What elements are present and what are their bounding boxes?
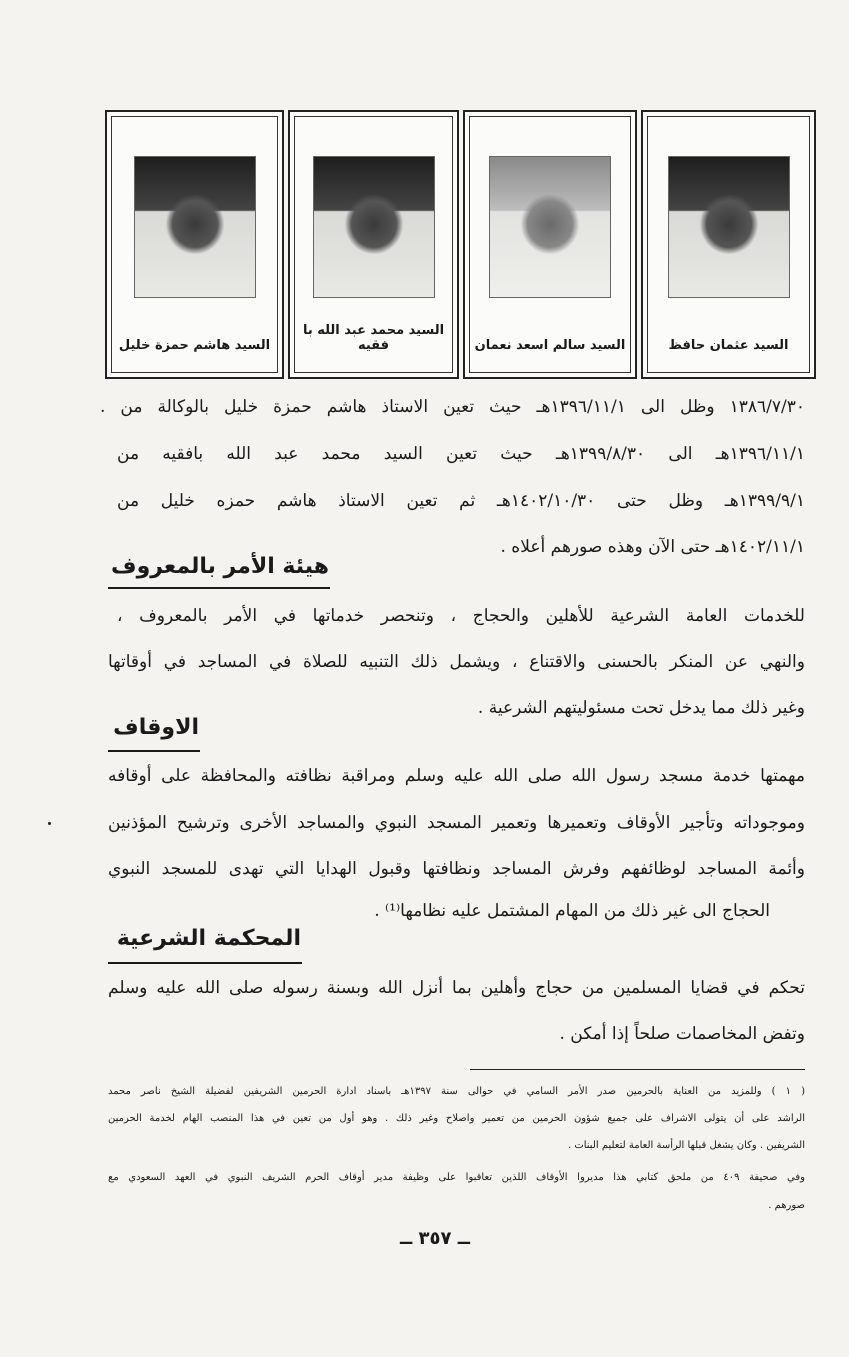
portrait-photo xyxy=(313,156,435,298)
body-line: وأئمة المساجد لوظائفهم وفرش المساجد ونظافتها وقبول الهدايا التي تهدى للمسجد النبوي xyxy=(108,859,805,879)
heading-underline xyxy=(108,587,330,589)
section-heading: الاوقاف xyxy=(113,715,199,740)
body-line: مهمتها خدمة مسجد رسول الله صلى الله عليه وسلم ومراقبة نظافته والمحافظة على أوقافه xyxy=(108,766,805,786)
section-heading: هيئة الأمر بالمعروف xyxy=(111,554,329,579)
portrait-caption: السيد عثمان حافظ xyxy=(668,338,789,353)
portrait-frame xyxy=(288,110,459,379)
portrait-gallery xyxy=(105,110,816,381)
body-line: ١٤٠٢/١١/١هـ حتى الآن وهذه صورهم أعلاه . xyxy=(500,537,805,557)
body-line: للخدمات العامة الشرعية للأهلين والحجاج ، وتنحصر خدماتها في الأمر بالمعروف ، xyxy=(117,606,805,626)
body-line: وغير ذلك مما يدخل تحت مسئوليتهم الشرعية . xyxy=(477,698,805,718)
portrait-caption: السيد سالم اسعد نعمان xyxy=(474,338,626,353)
print-speck xyxy=(48,822,51,825)
footnote-line: ( ١ ) وللمزيد من العناية بالحرمين صدر الأمر السامي في حوالى سنة ١٣٩٧هـ باسناد ادارة الحرمين الشريفين لفضيلة الشيخ ناصر محمد xyxy=(108,1086,805,1097)
portrait-photo xyxy=(134,156,256,298)
footnote-line: صورهم . xyxy=(768,1200,805,1211)
portrait-photo xyxy=(668,156,790,298)
body-line: ١٣٨٦/٧/٣٠ وظل الى ١٣٩٦/١١/١هـ حيث تعين الاستاذ هاشم حمزة خليل بالوكالة من . xyxy=(100,397,805,417)
heading-underline xyxy=(108,750,200,752)
footnote-line: الشريفين . وكان يشغل قبلها الرأسة العامة لتعليم البنات . xyxy=(567,1140,805,1151)
portrait-frame xyxy=(105,110,284,379)
heading-underline xyxy=(108,962,302,964)
body-line: والنهي عن المنكر بالحسنى والاقتناع ، ويشمل ذلك التنبيه للصلاة في المساجد في أوقاتها xyxy=(108,652,805,672)
portrait-frame xyxy=(463,110,637,379)
page-number: ــ ٣٥٧ ــ xyxy=(399,1228,471,1249)
body-line: تحكم في قضايا المسلمين من حجاج وأهلين بما أنزل الله وبسنة رسوله صلى الله عليه وسلم xyxy=(108,978,805,998)
footnote-line: الراشد على أن يتولى الاشراف على جميع شؤون الحرمين من تعمير واصلاح وغير ذلك . وهو أول من تعين في هذا المنصب الهام لخدمة الحرمين xyxy=(108,1113,805,1124)
footnote-line: وفي صحيفة ٤٠٩ من ملحق كتابي هذا مديروا الأوقاف اللذين تعاقبوا على وظيفة مدير أوقاف الحرم الشريف النبوي في العهد السعودي مع xyxy=(108,1172,805,1183)
section-heading: المحكمة الشرعية xyxy=(116,926,301,951)
portrait-caption: السيد محمد عبد الله با فقيه xyxy=(302,323,445,353)
body-line: وتفض المخاصمات صلحاً إذا أمكن . xyxy=(559,1024,805,1044)
body-line: وموجوداته وتأجير الأوقاف وتعميرها وتعمير المسجد النبوي والمساجد الأخرى وترشيح المؤذنين xyxy=(108,813,805,833)
body-line: ١٣٩٩/٩/١هـ وظل حتى ١٤٠٢/١٠/٣٠هـ ثم تعين الاستاذ هاشم حمزه خليل من xyxy=(117,491,805,511)
body-line: ١٣٩٦/١١/١هـ الى ١٣٩٩/٨/٣٠هـ حيث تعين السيد محمد عبد الله بافقيه من xyxy=(117,444,806,464)
footnote-divider xyxy=(470,1069,805,1070)
portrait-photo xyxy=(489,156,611,298)
portrait-caption: السيد هاشم حمزة خليل xyxy=(118,338,271,353)
body-line: الحجاج الى غير ذلك من المهام المشتمل عليه نظامها⁽¹⁾ . xyxy=(374,901,770,921)
portrait-frame xyxy=(641,110,816,379)
